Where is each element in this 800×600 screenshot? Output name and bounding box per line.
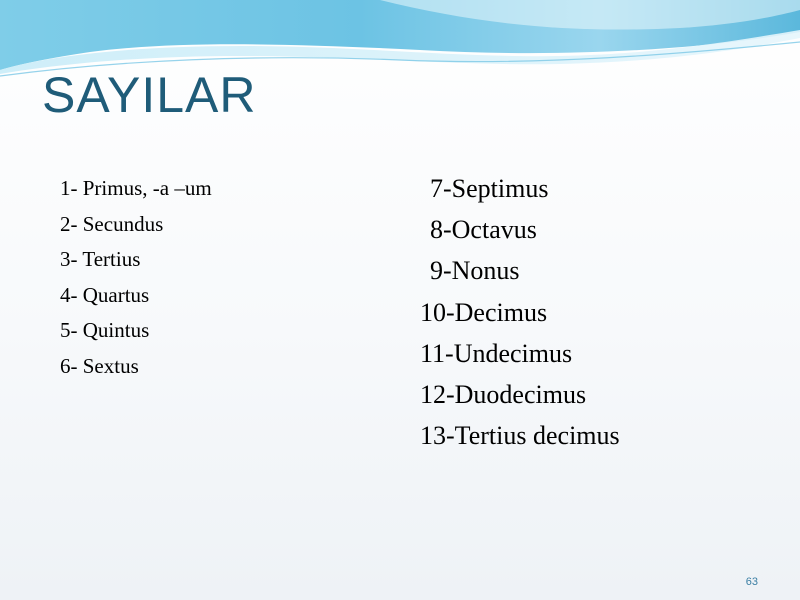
list-item: 13-Tertius decimus xyxy=(420,421,620,451)
list-item: 2- Secundus xyxy=(60,211,164,236)
list-item: 1- Primus, -a –um xyxy=(60,176,212,200)
list-item: 12-Duodecimus xyxy=(420,379,587,409)
list-item: 11-Undecimus xyxy=(420,338,573,368)
list-item: 3- Tertius xyxy=(60,247,141,271)
numbers-list-right xyxy=(420,171,620,459)
slide-title: SAYILAR xyxy=(42,67,257,123)
numbers-list-left xyxy=(60,174,212,387)
list-item: 7-Septimus xyxy=(430,174,549,203)
list-item: 10-Decimus xyxy=(420,297,548,327)
page-number: 63 xyxy=(745,576,758,588)
list-item: 9-Nonus xyxy=(430,256,520,286)
list-item: 6- Sextus xyxy=(60,353,139,378)
list-item: 5- Quintus xyxy=(60,318,150,342)
list-item: 4- Quartus xyxy=(60,282,150,307)
list-item: 8-Octavus xyxy=(430,215,537,245)
